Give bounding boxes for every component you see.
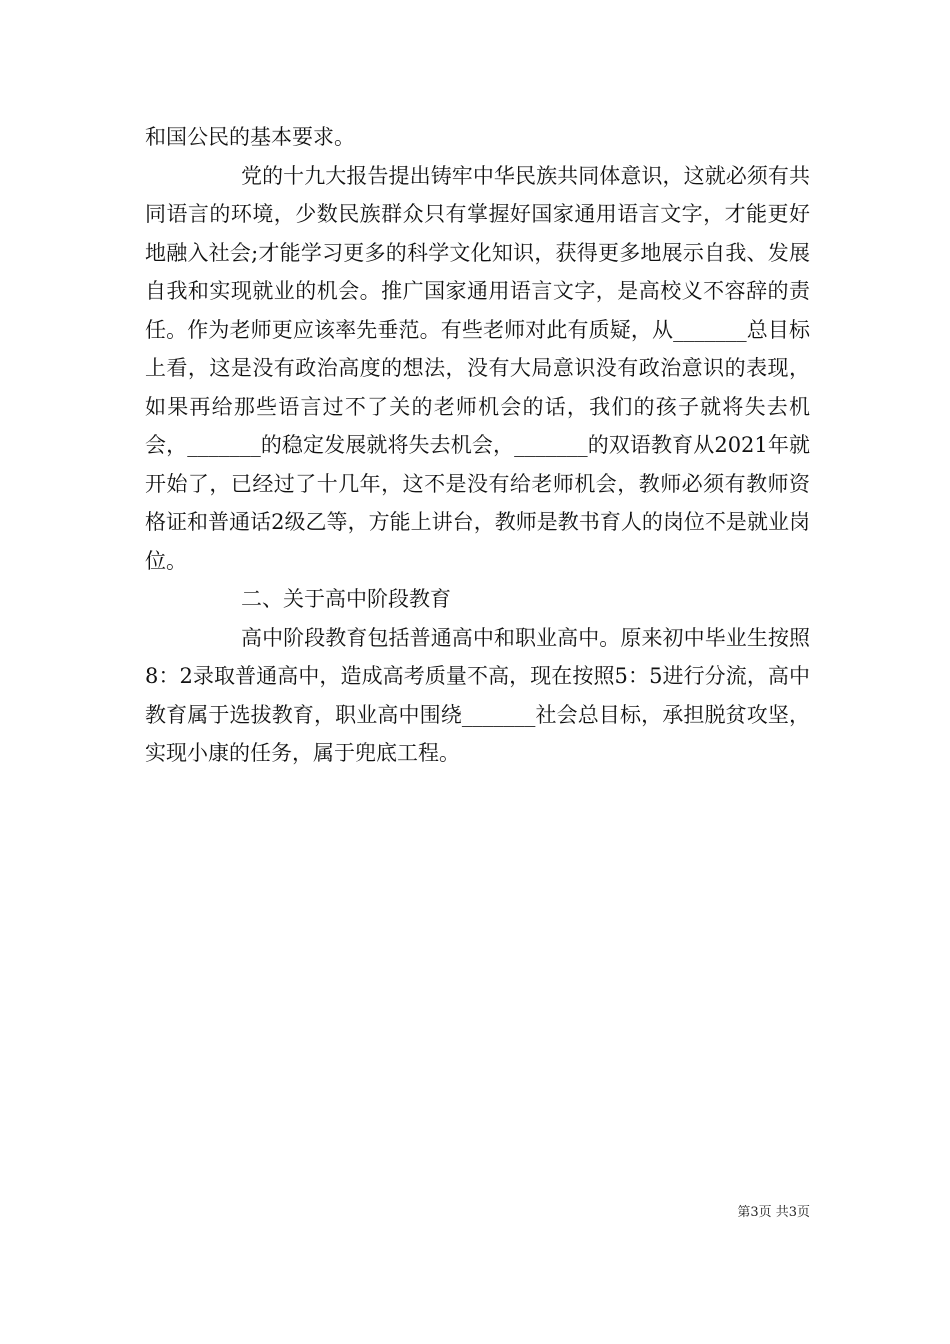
paragraph-high-school-education: 高中阶段教育包括普通高中和职业高中。原来初中毕业生按照8：2录取普通高中，造成高考质量不高，现在按照5：5进行分流，高中教育属于选拔教育，职业高中围绕_______社会总目标，承担脱贫攻坚，实现小康的任务，属于兜底工程。 bbox=[145, 625, 810, 765]
section-heading-high-school: 二、关于高中阶段教育 bbox=[241, 587, 451, 611]
paragraph-language-policy: 党的十九大报告提出铸牢中华民族共同体意识，这就必须有共同语言的环境，少数民族群众只有掌握好国家通用语言文字，才能更好地融入社会;才能学习更多的科学文化知识，获得更多地展示自我、发展自我和实现就业的机会。推广国家通用语言文字，是高校义不容辞的责任。作为老师更应该率先垂范。有些老师对此有质疑，从_______总目标上看，这是没有政治高度的想法，没有大局意识没有政治意识的表现，如果再给那些语言过不了关的老师机会的话，我们的孩子就将失去机会，_______的稳定发展就将失去机会，_______的双语教育从2021年就开始了，已经过了十几年，这不是没有给老师机会，教师必须有教师资格证和普通话2级乙等，方能上讲台，教师是教书育人的岗位不是就业岗位。 bbox=[145, 163, 810, 573]
paragraph-continuation: 和国公民的基本要求。 bbox=[145, 125, 355, 149]
page-number-footer: 第3页 共3页 bbox=[737, 1205, 810, 1220]
document-body bbox=[145, 118, 810, 773]
